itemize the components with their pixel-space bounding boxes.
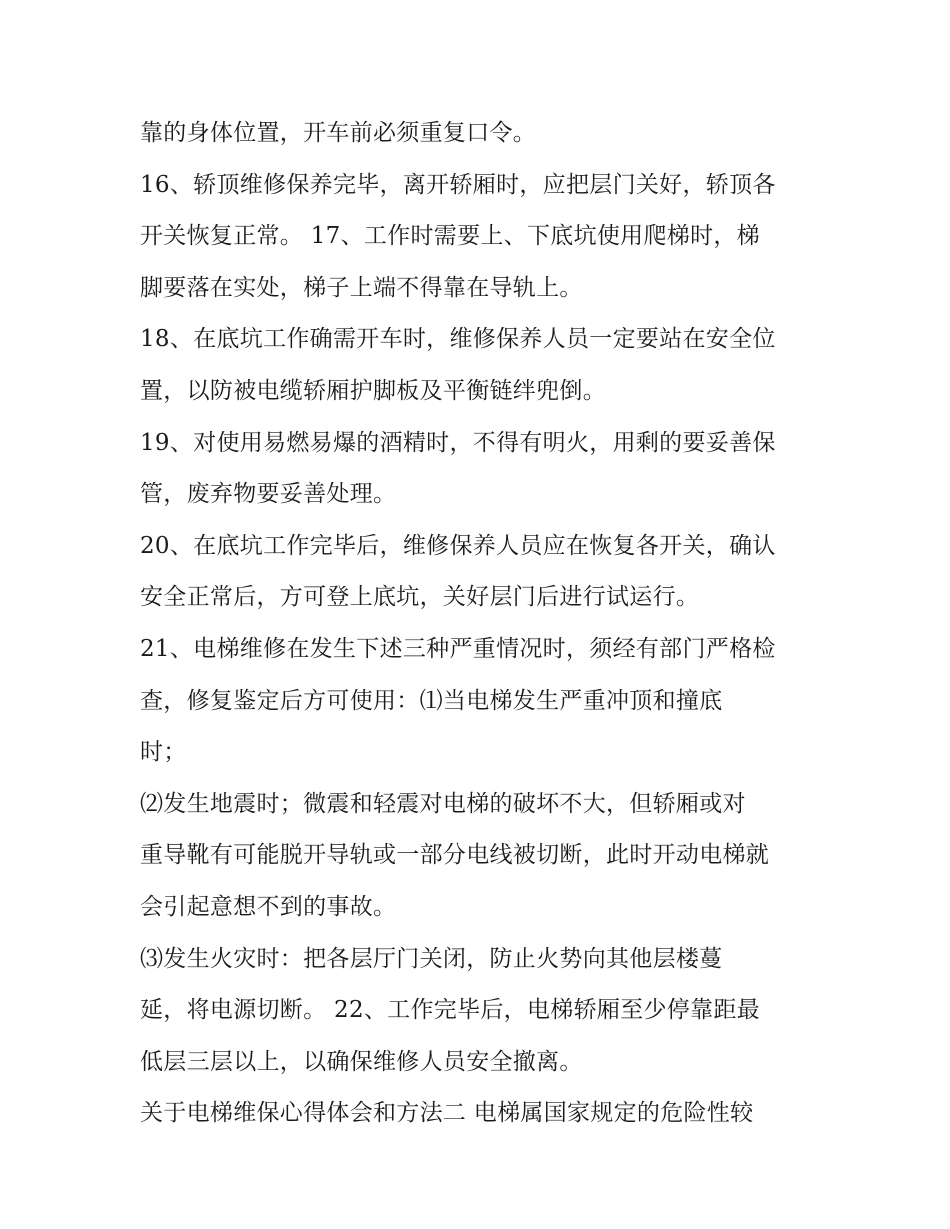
- text-line-20: 关于电梯维保心得体会和方法二 电梯属国家规定的危险性较: [140, 1100, 754, 1127]
- text-line-11: 21、电梯维修在发生下述三种严重情况时，须经有部门严格检: [140, 635, 776, 662]
- text-line-15: 重导靴有可能脱开导轨或一部分电线被切断，此时开动电梯就: [140, 842, 770, 869]
- text-line-12: 查，修复鉴定后方可使用：⑴当电梯发生严重冲顶和撞底: [140, 687, 723, 714]
- text-line-13: 时；: [140, 739, 187, 766]
- text-line-7: 19、对使用易燃易爆的酒精时，不得有明火，用剩的要妥善保: [140, 429, 776, 456]
- text-line-6: 置，以防被电缆轿厢护脚板及平衡链绊兜倒。: [140, 377, 606, 404]
- text-line-17: ⑶发生火灾时：把各层厅门关闭，防止火势向其他层楼蔓: [140, 945, 723, 972]
- text-line-10: 安全正常后，方可登上底坑，关好层门后进行试运行。: [140, 584, 700, 611]
- text-line-16: 会引起意想不到的事故。: [140, 893, 397, 920]
- text-line-18: 延，将电源切断。 22、工作完毕后，电梯轿厢至少停靠距最: [140, 997, 760, 1024]
- text-line-1: 靠的身体位置，开车前必须重复口令。: [140, 120, 537, 146]
- text-line-5: 18、在底坑工作确需开车时，维修保养人员一定要站在安全位: [140, 326, 776, 353]
- body-text: [140, 108, 820, 1140]
- text-line-9: 20、在底坑工作完毕后，维修保养人员应在恢复各开关，确认: [140, 532, 776, 559]
- text-line-3: 开关恢复正常。 17、工作时需要上、下底坑使用爬梯时，梯: [140, 223, 760, 250]
- text-line-19: 低层三层以上，以确保维修人员安全撤离。: [140, 1048, 583, 1075]
- text-line-14: ⑵发生地震时；微震和轻震对电梯的破坏不大，但轿厢或对: [140, 790, 746, 817]
- text-line-4: 脚要落在实处，梯子上端不得靠在导轨上。: [140, 274, 583, 301]
- text-line-2: 16、轿顶维修保养完毕，离开轿厢时，应把层门关好，轿顶各: [140, 171, 776, 198]
- text-line-8: 管，废弃物要妥善处理。: [140, 481, 397, 508]
